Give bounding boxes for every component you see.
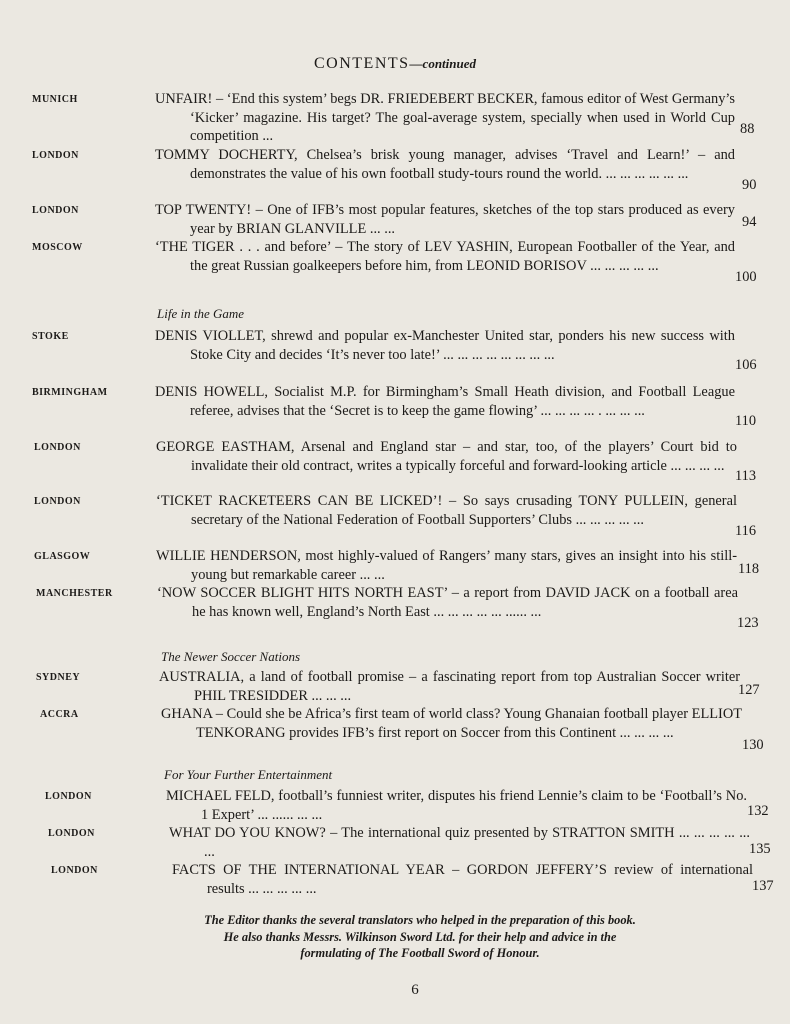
entry-page: 110 [735,413,757,429]
entry-location: LONDON [34,442,81,453]
entry-location: LONDON [48,828,95,839]
entry-page: 90 [742,177,757,193]
entry-location: LONDON [32,205,79,216]
entry-location: MOSCOW [32,242,83,253]
entry-page: 88 [740,121,755,137]
entry-text: GHANA – Could she be Africa’s first team of world class? Young Ghanaian football player ELLIOT TENKORANG provides IFB’s first report on Soccer from this Continent ... ... ... ... [161,706,742,741]
section-heading: Life in the Game [157,306,245,321]
entry-page: 137 [752,878,774,894]
entry-page: 100 [735,269,757,285]
entry-page: 94 [742,214,757,230]
entry-location: LONDON [32,150,79,161]
entry-text: AUSTRALIA, a land of football promise – a fascinating report from top Australian Soccer writer PHIL TRESIDDER ... ... ... [159,669,740,704]
entry-text: TOP TWENTY! – One of IFB’s most popular features, sketches of the top stars produced as every year by BRIAN GLANVILLE ... ... [155,202,735,237]
entry-text: TOMMY DOCHERTY, Chelsea’s brisk young manager, advises ‘Travel and Learn!’ – and demonstrates the value of his own football study-tours round the world. ... ... ... ... ... ... [155,147,735,182]
entry-page: 113 [735,468,757,484]
entry-location: LONDON [45,791,92,802]
title-suffix: —continued [409,56,477,71]
entry-page: 123 [737,615,759,631]
title-text: CONTENTS [313,55,410,72]
entry-text: GEORGE EASTHAM, Arsenal and England star – and star, too, of the players’ Court bid to invalidate their old contract, writes a typically forceful and forward-looking article ... ... ... ... [156,439,737,474]
page-title [0,55,790,73]
entry-text: ‘THE TIGER . . . and before’ – The story of LEV YASHIN, European Footballer of the Year, and the great Russian goalkeepers before him, from LEONID BORISOV ... ... ... ... ... [155,239,735,274]
entry-text: WILLIE HENDERSON, most highly-valued of Rangers’ many stars, gives an insight into his still-young but remarkable career ... ... [156,548,737,583]
page-number: 6 [411,982,419,998]
entry-page: 106 [735,357,757,373]
section-heading: The Newer Soccer Nations [161,649,301,664]
entry-text: MICHAEL FELD, football’s funniest writer, disputes his friend Lennie’s claim to be ‘Football’s No. 1 Expert’ ... ...... ... ... [166,788,747,823]
section-heading: For Your Further Entertainment [164,767,333,782]
entry-text: DENIS HOWELL, Socialist M.P. for Birmingham’s Small Heath division, and Football League referee, advises that the ‘Secret is to keep the game flowing’ ... ... ... ... . ... ... ... [155,384,735,419]
entry-text: ‘NOW SOCCER BLIGHT HITS NORTH EAST’ – a report from DAVID JACK on a football area he has known well, England’s North East ... ... ... ... ... ...... ... [157,585,738,620]
entry-location: ACCRA [40,709,79,720]
entry-text: WHAT DO YOU KNOW? – The international quiz presented by STRATTON SMITH ... ... ... ... ... ... [169,825,750,860]
entry-location: LONDON [34,496,81,507]
entry-page: 118 [738,561,760,577]
acknowledgement-note: The Editor thanks the several translators who helped in the preparation of this book. He also thanks Messrs. Wilkinson Sword Ltd. for their help and advice in the formulating of The Football Sword of Honour. [204,913,636,960]
entry-page: 127 [738,682,760,698]
entry-location: BIRMINGHAM [32,387,108,398]
entry-text: FACTS OF THE INTERNATIONAL YEAR – GORDON JEFFERY’S review of international results ... ... ... ... ... [172,862,753,897]
entry-text: DENIS VIOLLET, shrewd and popular ex-Manchester United star, ponders his new success with Stoke City and decides ‘It’s never too late!’ ... ... ... ... ... ... ... ... [155,328,735,363]
entry-location: MANCHESTER [36,588,113,599]
entry-text: UNFAIR! – ‘End this system’ begs DR. FRIEDEBERT BECKER, famous editor of West Germany’s ‘Kicker’ magazine. His target? The goal-average system, specially when used in World Cup competition ... [155,91,735,144]
entry-page: 116 [735,523,757,539]
entry-page: 135 [749,841,771,857]
entry-location: LONDON [51,865,98,876]
entry-location: STOKE [32,331,69,342]
entry-text: ‘TICKET RACKETEERS CAN BE LICKED’! – So says crusading TONY PULLEIN, general secretary of the National Federation of Football Supporters’ Clubs ... ... ... ... ... [156,493,737,528]
entry-location: GLASGOW [34,551,91,562]
entry-page: 130 [742,737,764,753]
entry-page: 132 [747,803,769,819]
entry-location: SYDNEY [36,672,81,683]
entry-location: MUNICH [32,94,78,105]
